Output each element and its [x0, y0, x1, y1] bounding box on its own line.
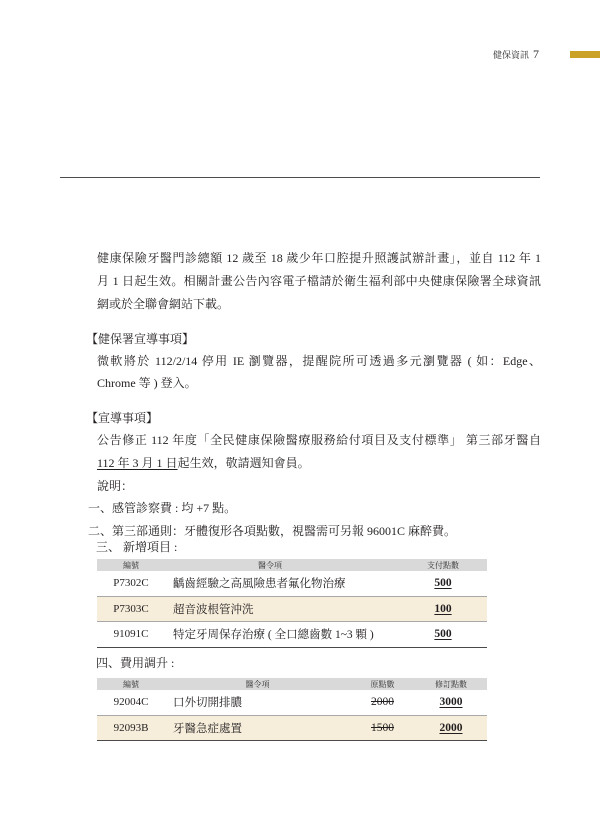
table-header-row — [97, 559, 487, 571]
table-row — [97, 622, 487, 648]
new-points — [415, 690, 487, 715]
old-points-value: 2000 — [371, 696, 394, 709]
item-code: 92093B — [113, 721, 149, 734]
table-row — [97, 690, 487, 716]
table-header-row — [97, 678, 487, 690]
header-accent-bar — [570, 51, 600, 58]
effective-date: 112 年 3 月 1 日 — [97, 456, 178, 470]
new-items-table — [97, 559, 487, 648]
fee-increase-table — [97, 678, 487, 741]
explanation-item-2: 二、第三部通則：牙體復形各項點數，視醫需可另報 96001C 麻醉費。 — [88, 524, 457, 538]
item-code: P7303C — [113, 602, 149, 615]
header-code: 編號 — [123, 560, 139, 570]
explanation-item-4: 四、費用調升 : — [96, 656, 175, 670]
new-points-value: 2000 — [439, 721, 463, 734]
header-points: 支付點數 — [427, 560, 459, 570]
promo-line-1: 公告修正 112 年度「全民健康保險醫療服務給付項目及支付標準」 第三部牙醫自 — [97, 433, 541, 447]
explanation-label: 說明： — [97, 479, 134, 493]
nhia-notice-line-2: Chrome 等 ) 登入。 — [97, 376, 197, 390]
item-name: 特定牙周保存治療 ( 全口總齒數 1~3 顆 ) — [173, 629, 374, 642]
new-points-value: 3000 — [439, 696, 463, 709]
intro-line-3: 網或於全聯會網站下載。 — [97, 297, 230, 311]
explanation-item-3: 三、 新增項目 : — [96, 540, 178, 554]
header-new-points: 修訂點數 — [435, 679, 467, 689]
item-code: P7302C — [113, 577, 149, 590]
old-points — [350, 716, 415, 741]
intro-line-2: 月 1 日起生效。相關計畫公告內容電子檔請於衛生福利部中央健康保險署全球資訊 — [97, 274, 541, 288]
explanation-item-1: 一、感管診察費 : 均 +7 點。 — [88, 501, 237, 515]
points-value: 500 — [434, 577, 452, 590]
promo-heading: 【宣導事項】 — [86, 411, 159, 425]
intro-line-1: 健康保險牙醫門診總額 12 歲至 18 歲少年口腔提升照護試辦計畫」，並自 112 年 1 — [97, 251, 541, 265]
old-points — [350, 690, 415, 715]
nhia-notice-heading: 【健保署宣導事項】 — [86, 332, 195, 346]
points-value: 500 — [434, 628, 452, 641]
item-points — [375, 571, 487, 596]
promo-line-2 — [97, 455, 541, 471]
header-item: 醫令項 — [245, 679, 270, 689]
table-row — [97, 597, 487, 623]
item-points — [375, 597, 487, 622]
item-name: 牙醫急症處置 — [173, 722, 242, 735]
header-item: 醫令項 — [258, 560, 282, 570]
item-name: 口外切開排膿 — [173, 697, 242, 710]
item-name: 超音波根管沖洗 — [173, 603, 254, 616]
old-points-value: 1500 — [371, 721, 394, 734]
item-code: 92004C — [113, 696, 149, 709]
table-row — [97, 716, 487, 742]
page-number: 7 — [533, 47, 539, 61]
points-value: 100 — [434, 602, 452, 615]
item-name: 齲齒經驗之高風險患者氟化物治療 — [173, 578, 346, 591]
item-code: 91091C — [113, 628, 149, 641]
nhia-notice-line-1: 微軟將於 112/2/14 停用 IE 瀏覽器，提醒院所可透過多元瀏覽器 ( 如：Edge、 — [97, 354, 541, 368]
running-header-title: 健保資訊 — [493, 50, 530, 60]
header-code: 編號 — [123, 679, 139, 689]
new-points — [415, 716, 487, 741]
header-old-points: 原點數 — [370, 679, 395, 689]
horizontal-divider — [60, 177, 540, 178]
item-points — [375, 622, 487, 647]
table-row — [97, 571, 487, 597]
promo-line-2-rest: 起生效，敬請週知會員。 — [177, 456, 310, 470]
